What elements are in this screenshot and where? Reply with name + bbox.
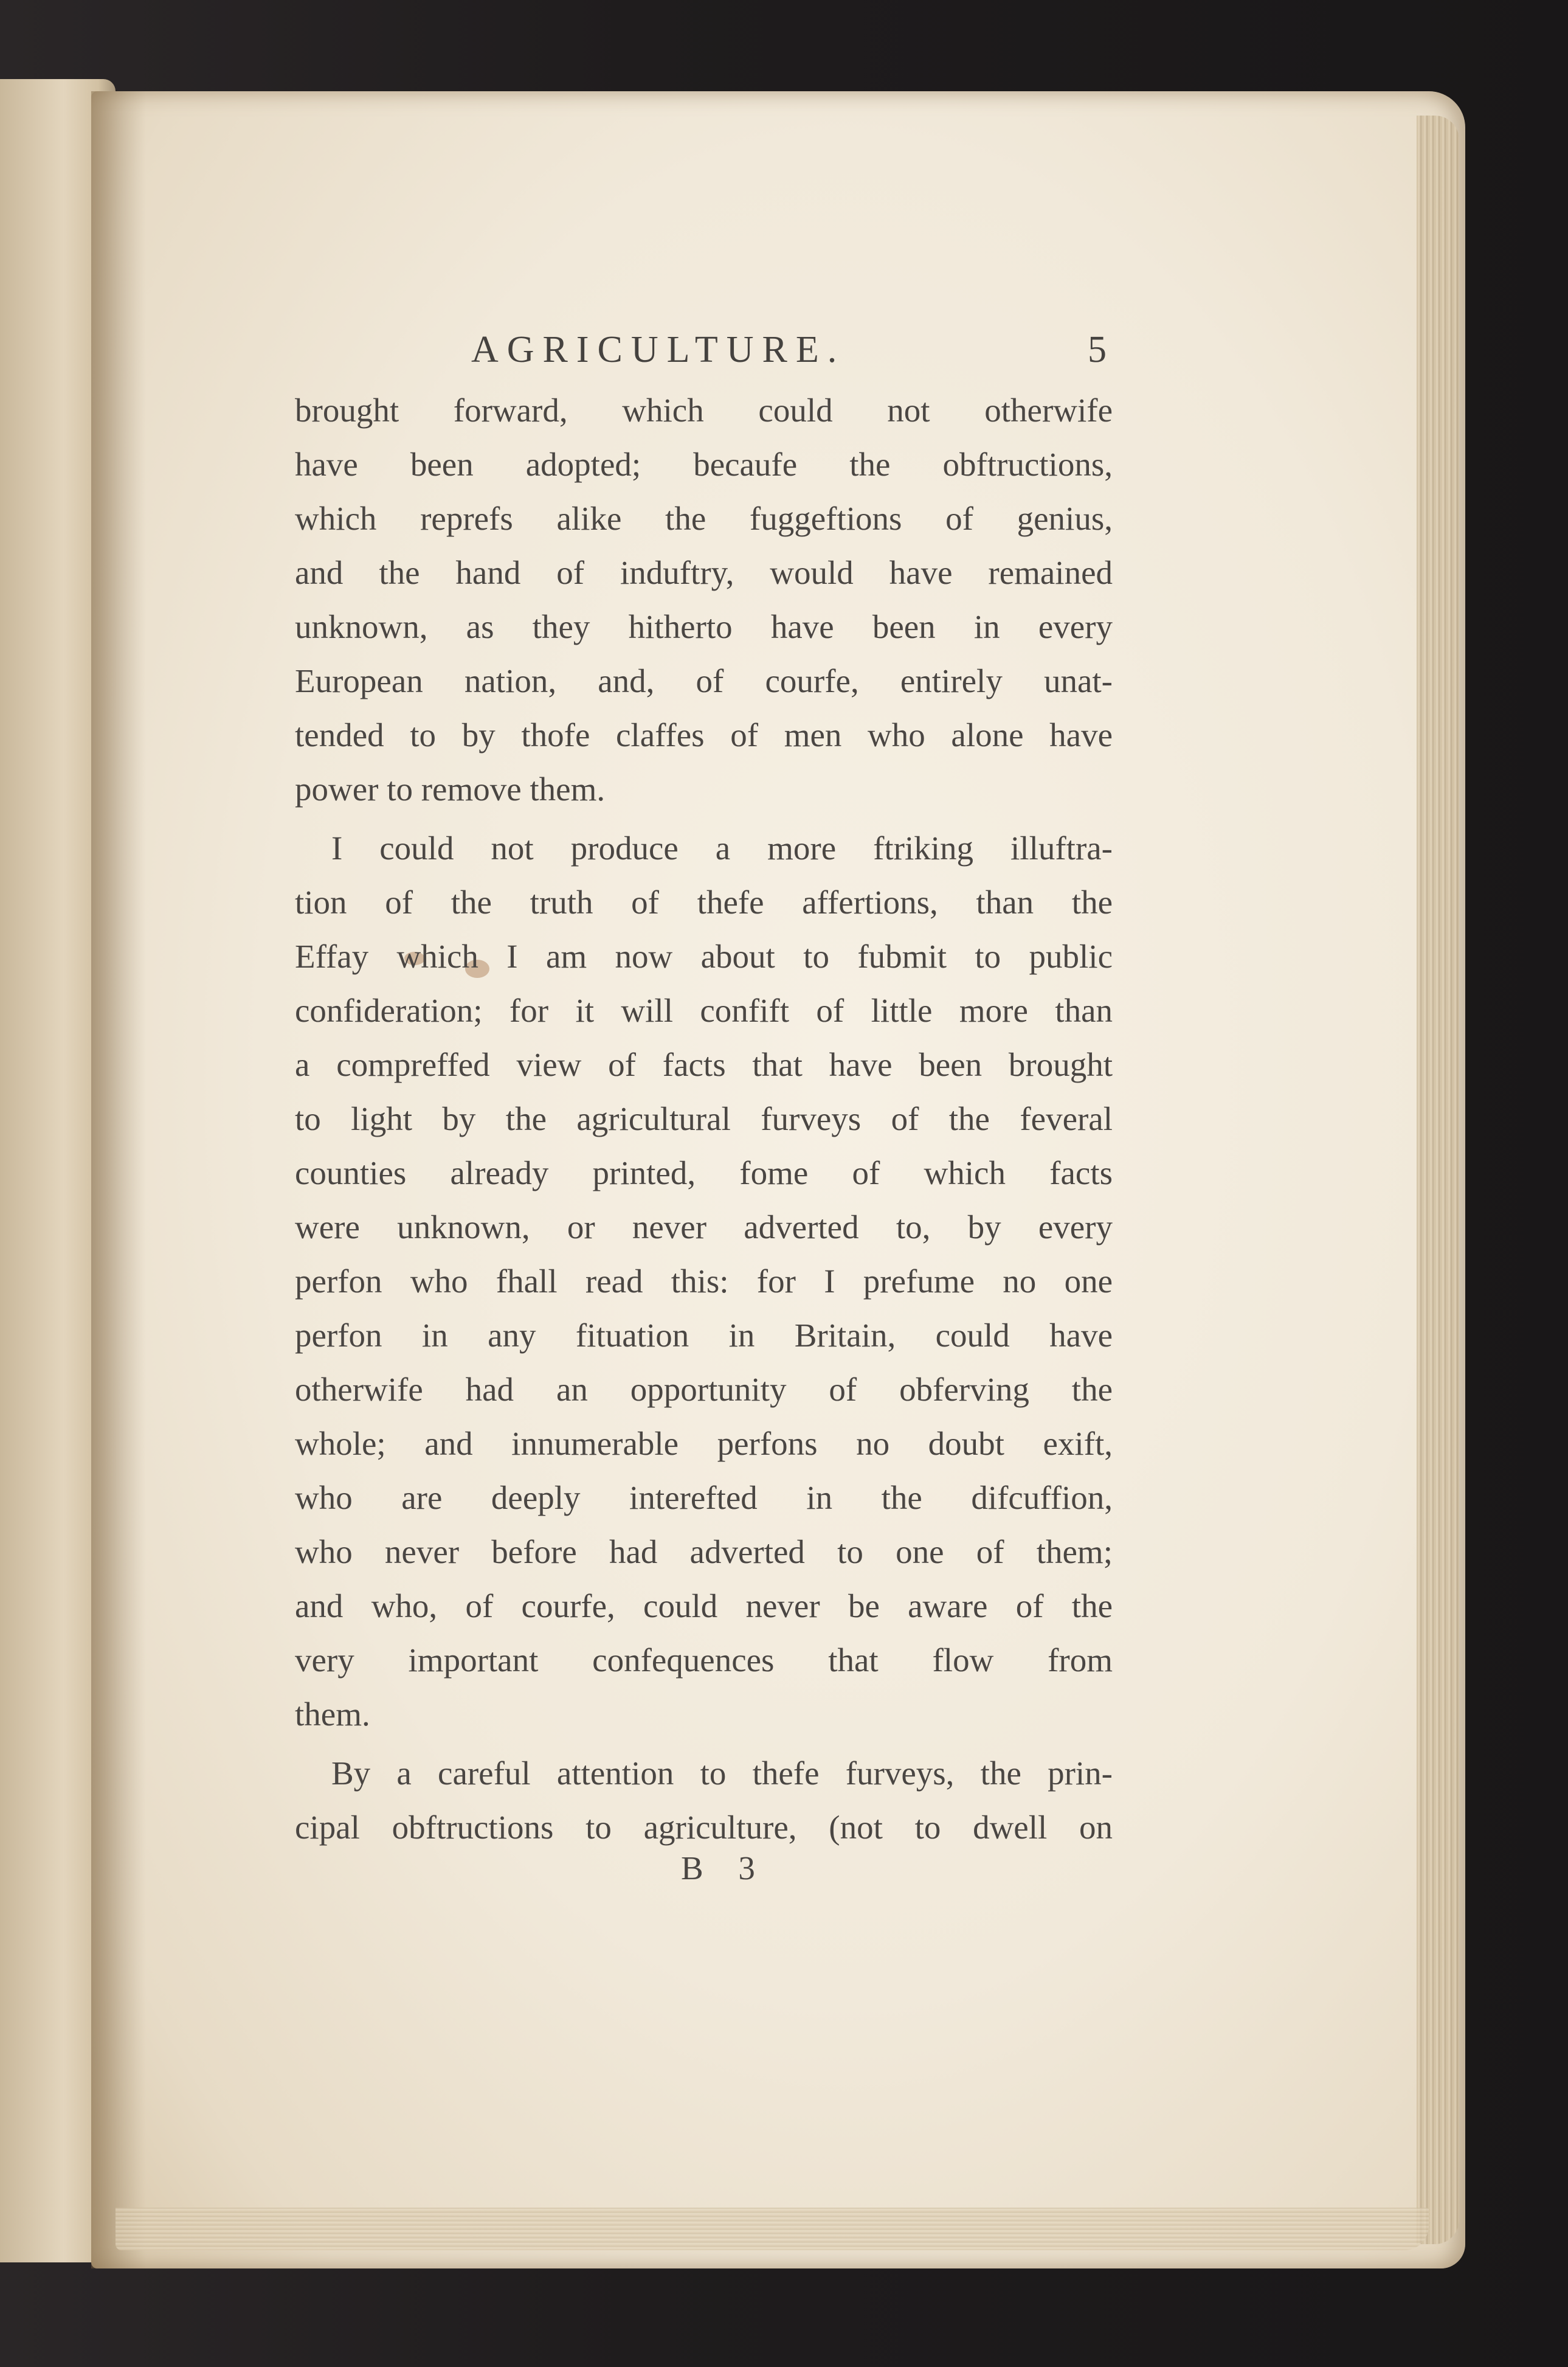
running-head (295, 328, 1113, 383)
text-line: have been adopted; becaufe the obftructions, (295, 446, 1113, 483)
text-line: I could not produce a more ftriking illuftra- (331, 830, 1113, 867)
text-line: were unknown, or never adverted to, by every (295, 1208, 1113, 1246)
text-line: otherwife had an opportunity of obferving the (295, 1371, 1113, 1408)
text-line: brought forward, which could not otherwife (295, 392, 1113, 429)
text-line: very important confequences that flow from (295, 1641, 1113, 1679)
text-line: and the hand of induftry, would have remained (295, 554, 1113, 591)
text-line: tended to by thofe claffes of men who alone have (295, 716, 1113, 754)
paragraph-1 (295, 383, 1113, 816)
page-number: 5 (1088, 329, 1107, 370)
text-line: perfon who fhall read this: for I prefume no one (295, 1263, 1113, 1300)
running-head-title: AGRICULTURE. (471, 329, 846, 370)
text-line: cipal obftructions to agriculture, (not to dwell on (295, 1809, 1113, 1846)
text-block (295, 328, 1113, 1854)
text-line: counties already printed, fome of which facts (295, 1154, 1113, 1191)
text-line: and who, of courfe, could never be aware of the (295, 1587, 1113, 1624)
text-line: European nation, and, of courfe, entirely unat- (295, 662, 1113, 699)
text-line: which reprefs alike the fuggeftions of genius, (295, 500, 1113, 537)
text-line: tion of the truth of thefe affertions, than the (295, 884, 1113, 921)
signature-mark: B 3 (681, 1849, 768, 1887)
page-fore-edge (1417, 116, 1459, 2244)
text-line: Effay which I am now about to fubmit to public (295, 938, 1113, 975)
paragraph-3 (295, 1746, 1113, 1854)
text-line: confideration; for it will confift of little more than (295, 992, 1113, 1029)
text-line: whole; and innumerable perfons no doubt exift, (295, 1425, 1113, 1462)
text-line: to light by the agricultural furveys of the feveral (295, 1100, 1113, 1137)
text-line: who never before had adverted to one of them; (295, 1533, 1113, 1570)
gutter-shadow (91, 91, 146, 2268)
text-line: a compreffed view of facts that have been brought (295, 1046, 1113, 1083)
paragraph-2 (295, 821, 1113, 1741)
text-line: unknown, as they hitherto have been in every (295, 608, 1113, 645)
text-line: power to remove them. (295, 771, 606, 808)
text-line: who are deeply interefted in the difcuffion, (295, 1479, 1113, 1516)
text-line: them. (295, 1696, 370, 1733)
text-line: perfon in any fituation in Britain, could have (295, 1317, 1113, 1354)
page-bottom-edge (116, 2208, 1429, 2250)
text-line: By a careful attention to thefe furveys, the prin- (331, 1755, 1113, 1792)
